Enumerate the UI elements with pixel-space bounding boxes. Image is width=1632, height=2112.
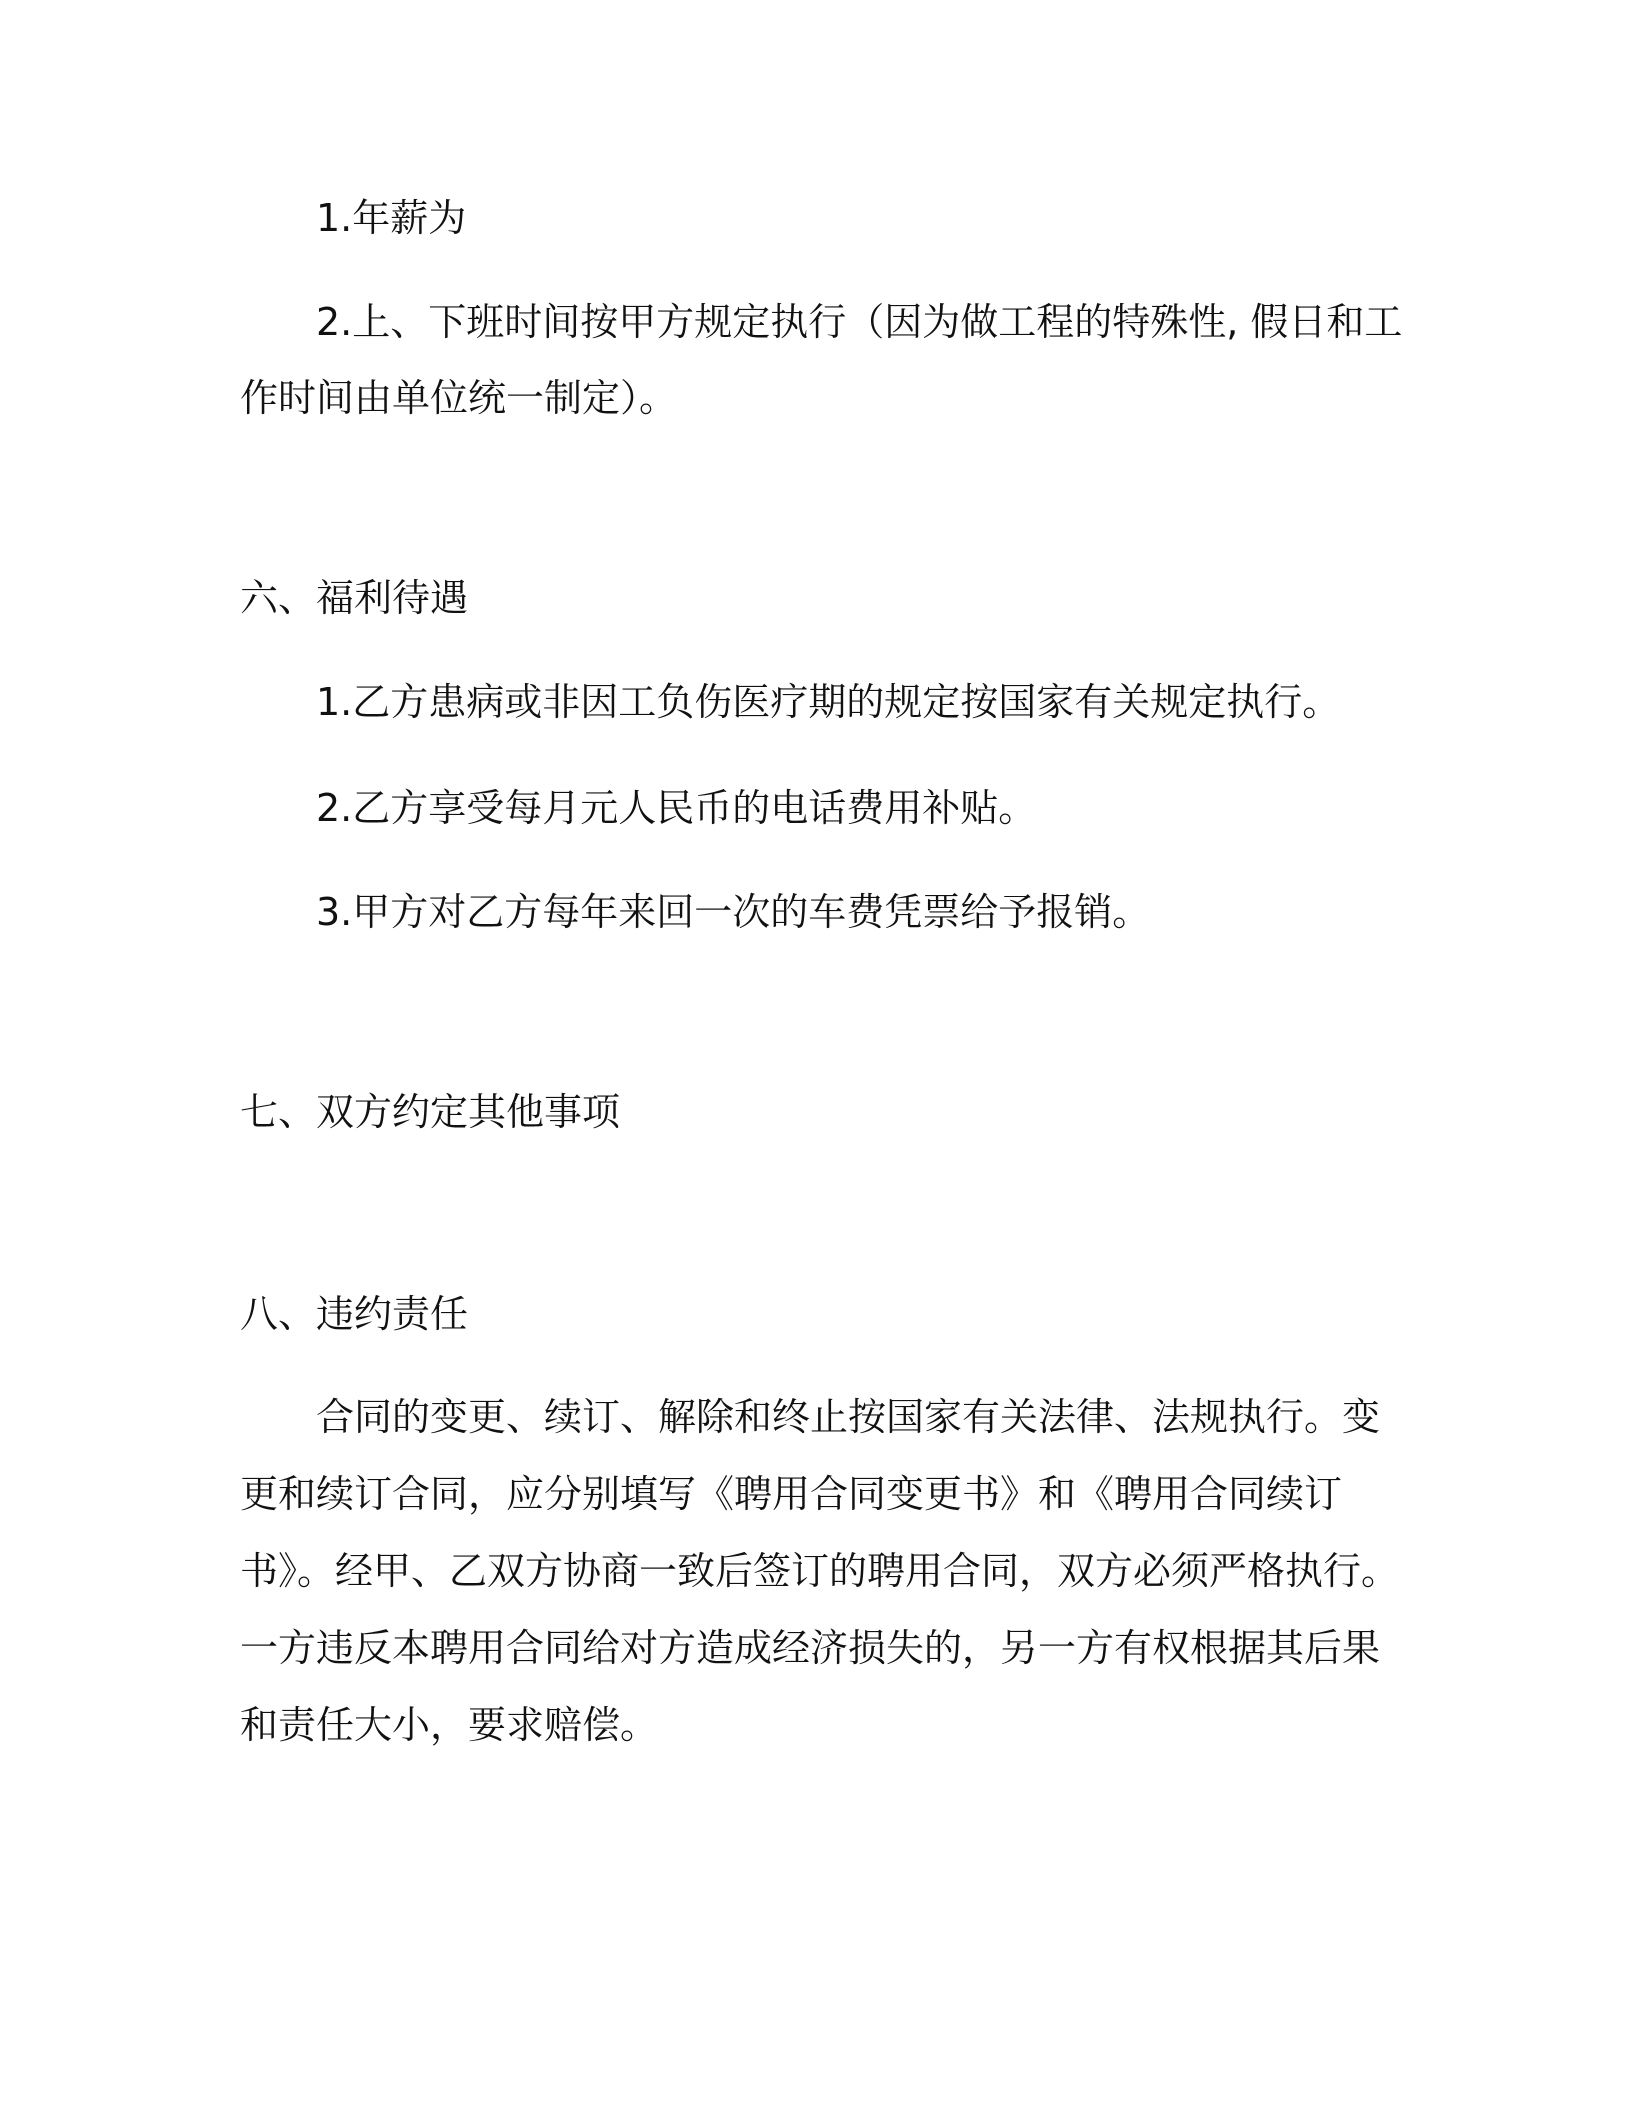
work-hours-item: 2.上、下班时间按甲方规定执行（因为做工程的特殊性, 假日和工 (316, 300, 1403, 344)
section-6-heading: 六、福利待遇 (240, 576, 469, 620)
paragraph-line: 合同的变更、续订、解除和终止按国家有关法律、法规执行。变 (316, 1395, 1381, 1439)
section-8-heading: 八、违约责任 (240, 1292, 469, 1336)
paragraph-line: 和责任大小，要求赔偿。 (240, 1703, 659, 1747)
benefit-item-3: 3.甲方对乙方每年来回一次的车费凭票给予报销。 (316, 890, 1151, 934)
paragraph-line: 书》。经甲、乙双方协商一致后签订的聘用合同，双方必须严格执行。 (240, 1549, 1400, 1593)
paragraph-line: 更和续订合同，应分别填写《聘用合同变更书》和《聘用合同续订 (240, 1472, 1343, 1516)
section-7-heading: 七、双方约定其他事项 (240, 1090, 621, 1134)
benefit-item-2: 2.乙方享受每月元人民币的电话费用补贴。 (316, 786, 1037, 830)
paragraph-line: 一方违反本聘用合同给对方造成经济损失的，另一方有权根据其后果 (240, 1626, 1381, 1670)
work-hours-item-continued: 作时间由单位统一制定）。 (240, 376, 678, 420)
salary-item: 1.年薪为 (316, 196, 467, 240)
breach-liability-paragraph (240, 1379, 1400, 1764)
benefit-item-1: 1.乙方患病或非因工负伤医疗期的规定按国家有关规定执行。 (316, 680, 1341, 724)
